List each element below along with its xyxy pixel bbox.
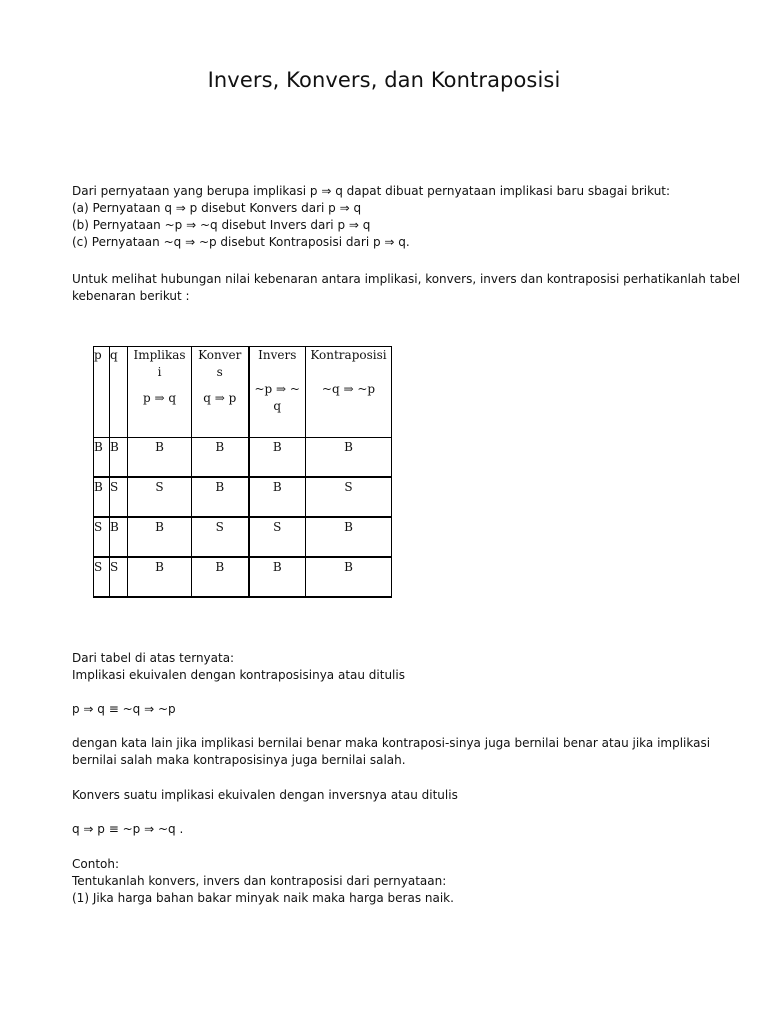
header-p-label: p: [94, 348, 102, 362]
cell-p: S: [94, 517, 110, 557]
intro-paragraph: [72, 183, 712, 251]
explanation-paragraph: [72, 735, 712, 769]
header-p: [94, 347, 110, 438]
cell-konvers: B: [192, 557, 249, 597]
cell-konvers: B: [192, 477, 249, 517]
table-intro-paragraph: [72, 271, 741, 305]
cell-implikasi: B: [128, 517, 192, 557]
cell-kontraposisi: B: [306, 517, 392, 557]
cell-implikasi: S: [128, 477, 192, 517]
cell-kontraposisi: B: [306, 557, 392, 597]
example-section: [72, 856, 712, 907]
cell-q: S: [110, 557, 128, 597]
cell-invers: B: [249, 438, 306, 478]
table-row: [94, 557, 392, 597]
header-kontraposisi: [306, 347, 392, 438]
konvers-paragraph: [72, 787, 712, 804]
header-q-label: q: [110, 348, 118, 362]
cell-kontraposisi: B: [306, 438, 392, 478]
header-implikasi-name: Implikas: [133, 348, 186, 362]
table-intro-line: kebenaran berikut :: [72, 289, 190, 303]
formula-line: p ⇒ q ≡ ~q ⇒ ~p: [72, 702, 176, 716]
cell-p: S: [94, 557, 110, 597]
cell-konvers: S: [192, 517, 249, 557]
truth-table-header-row: [94, 347, 392, 438]
header-invers-expr: ~p ⇒ ~: [254, 382, 300, 396]
example-line: Tentukanlah konvers, invers dan kontraposisi dari pernyataan:: [72, 874, 447, 888]
cell-p: B: [94, 477, 110, 517]
header-kontraposisi-name: Kontraposisi: [310, 348, 387, 362]
header-implikasi-name-cont: i: [157, 365, 162, 379]
header-konvers: [192, 347, 249, 438]
conclusion-line: Implikasi ekuivalen dengan kontraposisinya atau ditulis: [72, 668, 405, 682]
header-kontraposisi-expr: ~q ⇒ ~p: [321, 382, 376, 396]
cell-implikasi: B: [128, 438, 192, 478]
cell-p: B: [94, 438, 110, 478]
explanation-line: bernilai salah maka kontraposisinya juga bernilai salah.: [72, 753, 406, 767]
cell-kontraposisi: S: [306, 477, 392, 517]
conclusion-intro: [72, 650, 712, 684]
cell-invers: B: [249, 557, 306, 597]
intro-item-kontraposisi: (c) Pernyataan ~q ⇒ ~p disebut Kontraposisi dari p ⇒ q.: [72, 235, 410, 249]
cell-konvers: B: [192, 438, 249, 478]
header-implikasi: [128, 347, 192, 438]
formula-konvers: [72, 821, 712, 838]
truth-table: [93, 346, 392, 598]
header-invers-expr-cont: q: [273, 399, 282, 413]
formula-kontraposisi: [72, 701, 712, 718]
explanation-line: dengan kata lain jika implikasi bernilai benar maka kontraposi-sinya juga bernilai benar atau jika implikasi: [72, 736, 711, 750]
cell-invers: B: [249, 477, 306, 517]
example-label: Contoh:: [72, 857, 120, 871]
intro-lead: Dari pernyataan yang berupa implikasi p ⇒ q dapat dibuat pernyataan implikasi baru sbagai brikut:: [72, 184, 671, 198]
konvers-line: Konvers suatu implikasi ekuivalen dengan inversnya atau ditulis: [72, 788, 458, 802]
example-line: (1) Jika harga bahan bakar minyak naik maka harga beras naik.: [72, 891, 454, 905]
cell-implikasi: B: [128, 557, 192, 597]
header-konvers-expr: q ⇒ p: [203, 391, 237, 405]
header-konvers-name-cont: s: [216, 365, 223, 379]
header-invers: [249, 347, 306, 438]
table-intro-line: Untuk melihat hubungan nilai kebenaran antara implikasi, konvers, invers dan kontraposisi perhatikanlah tabel: [72, 272, 741, 286]
conclusion-line: Dari tabel di atas ternyata:: [72, 651, 235, 665]
cell-q: B: [110, 438, 128, 478]
intro-item-konvers: (a) Pernyataan q ⇒ p disebut Konvers dari p ⇒ q: [72, 201, 362, 215]
cell-q: B: [110, 517, 128, 557]
header-konvers-name: Konver: [198, 348, 242, 362]
header-implikasi-expr: p ⇒ q: [142, 391, 177, 405]
page-title: Invers, Konvers, dan Kontraposisi: [207, 68, 561, 92]
header-q: [110, 347, 128, 438]
intro-item-invers: (b) Pernyataan ~p ⇒ ~q disebut Invers dari p ⇒ q: [72, 218, 371, 232]
table-row: [94, 438, 392, 478]
cell-q: S: [110, 477, 128, 517]
formula-line: q ⇒ p ≡ ~p ⇒ ~q .: [72, 822, 184, 836]
table-row: [94, 477, 392, 517]
cell-invers: S: [249, 517, 306, 557]
header-invers-name: Invers: [258, 348, 297, 362]
table-row: [94, 517, 392, 557]
